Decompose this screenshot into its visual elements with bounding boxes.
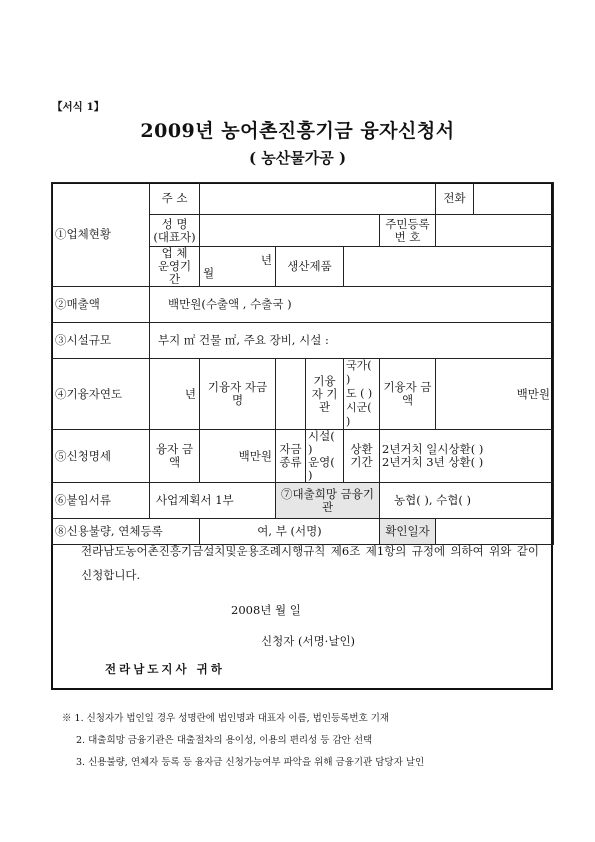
notes	[62, 708, 542, 774]
prior-fund-name-label: 기융자 자금명	[200, 359, 276, 430]
bank-label: ⑦대출희망 금융기관	[276, 483, 380, 519]
name-label-cell	[150, 215, 200, 247]
product-field[interactable]	[344, 247, 554, 287]
credit-status-label: ⑧신용불량, 연체등록	[52, 519, 200, 545]
biz-period-label-cell	[150, 247, 200, 287]
statement-section	[51, 525, 553, 690]
facility-label: ③시설규모	[52, 323, 150, 359]
org-option-province: 도 ( )	[346, 387, 373, 400]
facility-field[interactable]: 부지 ㎡ 건물 ㎡, 주요 장비, 시설 :	[150, 323, 554, 359]
application-date[interactable]: 2008년 월 일	[231, 603, 301, 617]
address-label: 주 소	[150, 183, 200, 215]
note-1: ※ 1. 신청자가 법인일 경우 성명란에 법인명과 대표자 이름, 법인등록번호 기재	[62, 713, 390, 724]
credit-status-options[interactable]: 여, 부 (서명)	[200, 519, 380, 545]
attachments-label: ⑥붙임서류	[52, 483, 150, 519]
fund-option-operation: 운영( )	[308, 455, 335, 482]
sales-label: ②매출액	[52, 287, 150, 323]
phone-field[interactable]	[474, 183, 554, 215]
page-subtitle: ( 농산물가공 )	[248, 149, 347, 167]
note-2: 2. 대출희망 금융기관은 대출절차의 용이성, 이용의 편리성 등 감안 선택	[76, 735, 373, 746]
org-option-national: 국가( )	[346, 359, 372, 386]
phone-label: 전화	[436, 183, 474, 215]
month-unit: 월	[203, 265, 215, 280]
resident-label: 주민등록	[385, 216, 430, 231]
year-unit: 년	[260, 252, 272, 267]
prior-org-label: 기융자 기 관	[306, 359, 344, 430]
prior-loan-label: ④기융자연도	[52, 359, 150, 430]
repay-option-lump: 2년거치 일시상환( )	[382, 442, 484, 456]
fund-option-facility: 시설( )	[308, 429, 335, 456]
biz-period-field[interactable]	[200, 247, 276, 287]
application-form-table	[51, 182, 554, 545]
prior-loan-year[interactable]: 년	[150, 359, 200, 430]
loan-amount-label: 융자 금액	[150, 430, 200, 483]
attachments-field: 사업계획서 1부	[150, 483, 276, 519]
prior-fund-name-field[interactable]	[276, 359, 306, 430]
repay-option-3yr: 2년거치 3년 상환( )	[382, 455, 484, 469]
application-detail-label: ⑤신청명세	[52, 430, 150, 483]
fund-type-options[interactable]	[306, 430, 344, 483]
prior-org-options[interactable]	[344, 359, 380, 430]
form-code: 【서식 1】	[52, 101, 105, 113]
name-sublabel: (대표자)	[153, 229, 196, 244]
resident-sublabel: 번 호	[394, 229, 421, 244]
applicant-signature[interactable]: 신청자 (서명·날인)	[261, 634, 356, 648]
address-field[interactable]	[200, 183, 436, 215]
name-label: 성 명	[161, 216, 188, 231]
name-field[interactable]	[200, 215, 380, 247]
resident-number-field[interactable]	[436, 215, 554, 247]
biz-label: 업 체	[161, 246, 188, 260]
repay-period-label: 상환 기간	[344, 430, 380, 483]
biz-sublabel: 운영기간	[157, 259, 192, 286]
addressee: 전라남도지사 귀하	[105, 662, 225, 676]
loan-amount-field[interactable]: 백만원	[200, 430, 276, 483]
fund-type-label: 자금 종류	[276, 430, 306, 483]
prior-amount-field[interactable]: 백만원	[436, 359, 554, 430]
prior-amount-label: 기융자 금 액	[380, 359, 436, 430]
statement-text: 전라남도농어촌진흥기금설치및운용조례시행규칙 제6조 제1항의 규정에 의하여 위와 같이 신청합니다.	[81, 544, 539, 582]
repay-period-options[interactable]	[380, 430, 554, 483]
resident-label-cell	[380, 215, 436, 247]
product-label: 생산제품	[276, 247, 344, 287]
note-3: 3. 신용불량, 연체자 등록 등 융자금 신청가능여부 파악을 위해 금융기관 담당자 날인	[76, 757, 425, 768]
page-title: 2009년 농어촌진흥기금 융자신청서	[140, 120, 455, 142]
sales-field[interactable]: 백만원(수출액 , 수출국 )	[150, 287, 554, 323]
business-status-label: ①업체현황	[52, 183, 150, 287]
bank-options[interactable]: 농협( ), 수협( )	[380, 483, 554, 519]
confirm-date-label: 확인일자	[380, 519, 436, 545]
org-option-city: 시군( )	[346, 401, 372, 428]
